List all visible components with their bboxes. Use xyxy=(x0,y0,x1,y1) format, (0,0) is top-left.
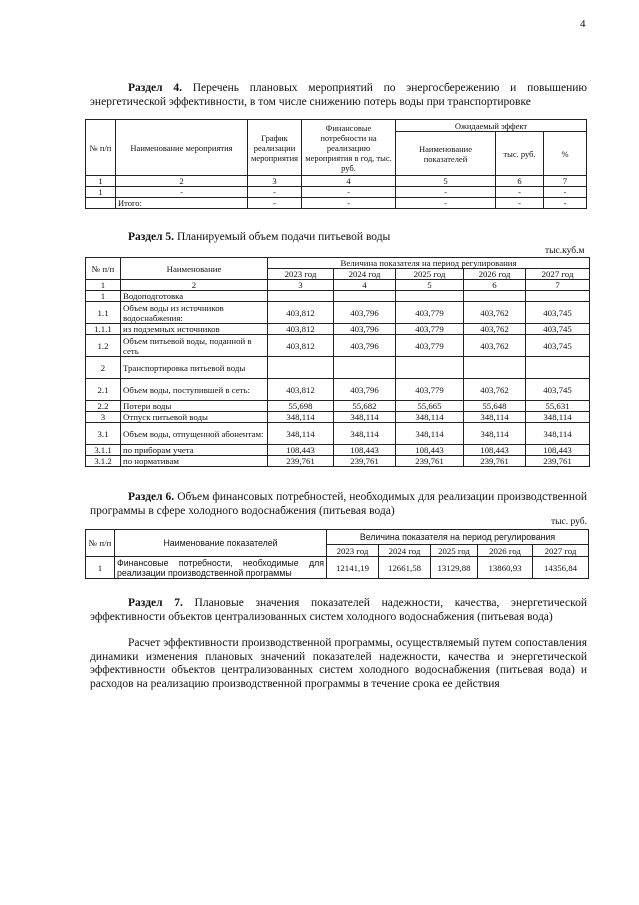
row-name: Объем воды из источников водоснабжения: xyxy=(121,302,268,324)
table-row xyxy=(86,412,590,423)
table-cell: 55,665 xyxy=(396,401,464,412)
table-total-row xyxy=(86,198,587,209)
row-name: Объем питьевой воды, поданной в сеть xyxy=(121,335,268,357)
table-cell: 348,114 xyxy=(334,412,396,423)
row-name: Объем воды, поступившей в сеть: xyxy=(121,379,268,401)
table-cell: 403,745 xyxy=(526,379,590,401)
table-row xyxy=(86,401,590,412)
col-header-indicator: Наименование показателей xyxy=(396,132,496,176)
row-number: 1 xyxy=(86,187,116,198)
table-cell: 348,114 xyxy=(396,412,464,423)
table-cell: 403,812 xyxy=(268,324,334,335)
section-5-title: Планируемый объем подачи питьевой воды xyxy=(176,231,391,243)
row-number: 3.1.1 xyxy=(86,445,121,456)
index-cell: 6 xyxy=(496,176,544,187)
table-cell: - xyxy=(116,187,248,198)
section-6-unit: тыс. руб. xyxy=(551,517,587,527)
table-cell: 12661,58 xyxy=(379,557,431,579)
year-header: 2023 год xyxy=(327,545,379,557)
table-cell: 403,779 xyxy=(396,335,464,357)
table-cell xyxy=(526,357,590,379)
table-cell: - xyxy=(544,187,587,198)
table-cell xyxy=(268,357,334,379)
table-cell: 403,762 xyxy=(464,324,526,335)
index-cell: 1 xyxy=(86,280,121,291)
table-cell xyxy=(396,291,464,302)
table-cell: - xyxy=(496,198,544,209)
year-header: 2025 год xyxy=(431,545,478,557)
section-5-heading xyxy=(128,231,568,245)
index-cell: 1 xyxy=(86,176,116,187)
table-cell: 108,443 xyxy=(464,445,526,456)
table-cell xyxy=(464,291,526,302)
section-6-table xyxy=(85,529,589,579)
table-cell: 348,114 xyxy=(334,423,396,445)
year-header: 2027 год xyxy=(526,269,590,280)
table-cell: 55,631 xyxy=(526,401,590,412)
row-name: по приборам учета xyxy=(121,445,268,456)
table-cell: 108,443 xyxy=(268,445,334,456)
table-cell: 403,745 xyxy=(526,324,590,335)
row-name: Объем воды, отпущенной абонентам: xyxy=(121,423,268,445)
table-row xyxy=(86,291,590,302)
table-cell xyxy=(396,357,464,379)
table-cell: 348,114 xyxy=(396,423,464,445)
table-row xyxy=(86,379,590,401)
table-cell: - xyxy=(396,187,496,198)
col-header-percent: % xyxy=(544,132,587,176)
row-number: 2 xyxy=(86,357,121,379)
table-cell: 13129,88 xyxy=(431,557,478,579)
table-cell: 348,114 xyxy=(464,412,526,423)
table-cell: 55,698 xyxy=(268,401,334,412)
table-cell: 239,761 xyxy=(396,456,464,467)
section-6-heading xyxy=(90,491,587,518)
row-name: Водоподготовка xyxy=(121,291,268,302)
row-name: из подземных источников xyxy=(121,324,268,335)
year-header: 2024 год xyxy=(379,545,431,557)
year-header: 2024 год xyxy=(334,269,396,280)
col-header-name: Наименование xyxy=(121,258,268,280)
row-name: Потери воды xyxy=(121,401,268,412)
table-cell: 55,682 xyxy=(334,401,396,412)
index-cell: 3 xyxy=(268,280,334,291)
row-number: 1 xyxy=(86,291,121,302)
table-cell: 403,762 xyxy=(464,335,526,357)
table-cell: - xyxy=(302,187,396,198)
table-row xyxy=(86,423,590,445)
table-cell: 348,114 xyxy=(268,423,334,445)
table-cell: 403,796 xyxy=(334,379,396,401)
year-header: 2026 год xyxy=(478,545,533,557)
table-cell: - xyxy=(396,198,496,209)
row-number: 3.1.2 xyxy=(86,456,121,467)
table-cell xyxy=(334,291,396,302)
table-cell: 239,761 xyxy=(334,456,396,467)
section-7-heading xyxy=(90,597,587,624)
year-header: 2023 год xyxy=(268,269,334,280)
table-cell xyxy=(334,357,396,379)
section-5-unit: тыс.куб.м xyxy=(545,246,585,256)
index-cell: 4 xyxy=(334,280,396,291)
index-cell: 7 xyxy=(526,280,590,291)
table-cell: 108,443 xyxy=(526,445,590,456)
total-label: Итого: xyxy=(116,198,248,209)
table-cell: 239,761 xyxy=(268,456,334,467)
table-row xyxy=(86,187,587,198)
row-number: 3.1 xyxy=(86,423,121,445)
section-4-label: Раздел 4. xyxy=(128,82,182,94)
index-cell: 2 xyxy=(116,176,248,187)
section-7-title: Плановые значения показателей надежности, качества, энергетической эффективности объектов централизованных систем холодного водоснабжения (питьевая вода) xyxy=(90,597,588,623)
table-cell: - xyxy=(496,187,544,198)
table-row xyxy=(86,302,590,324)
year-header: 2026 год xyxy=(464,269,526,280)
index-cell: 6 xyxy=(464,280,526,291)
table-index-row xyxy=(86,280,590,291)
section-7-paragraph: Расчет эффективности производственной программы, осуществляемый путем сопоставления динамики изменения плановых значений показателей надежности, качества и энергетической эффективности объектов централизованных систем холодного водоснабжения (питьевая вода) и расходов на реализацию производственной программы в течение срока ее действия xyxy=(90,637,587,690)
section-4-table xyxy=(85,119,587,209)
section-6-title: Объем финансовых потребностей, необходимых для реализации производственной программы в сфере холодного водоснабжения (питьевая вода) xyxy=(90,491,587,517)
col-header-name: Наименование показателей xyxy=(115,530,327,557)
table-cell: 348,114 xyxy=(268,412,334,423)
section-4-title: Перечень плановых мероприятий по энергосбережению и повышению энергетической эффективности, в том числе снижению потерь воды при транспортировке xyxy=(90,82,588,108)
table-cell: 55,648 xyxy=(464,401,526,412)
table-cell xyxy=(268,291,334,302)
table-cell xyxy=(526,291,590,302)
table-cell: 403,812 xyxy=(268,302,334,324)
table-index-row xyxy=(86,176,587,187)
col-header-financing: Финансовые потребности на реализацию мероприятия в год, тыс. руб. xyxy=(302,120,396,176)
table-cell xyxy=(464,357,526,379)
table-cell: 403,796 xyxy=(334,302,396,324)
table-cell: 239,761 xyxy=(526,456,590,467)
index-cell: 4 xyxy=(302,176,396,187)
year-header: 2027 год xyxy=(533,545,589,557)
year-header: 2025 год xyxy=(396,269,464,280)
section-7-label: Раздел 7. xyxy=(128,597,183,609)
table-cell: 108,443 xyxy=(396,445,464,456)
table-cell: - xyxy=(302,198,396,209)
row-name: Финансовые потребности, необходимые для реализации производственной программы xyxy=(115,557,327,579)
col-header-schedule: График реализации мероприятия xyxy=(248,120,302,176)
index-cell: 2 xyxy=(121,280,268,291)
table-cell: 403,762 xyxy=(464,379,526,401)
row-number: 2.1 xyxy=(86,379,121,401)
section-4-heading xyxy=(90,82,587,109)
row-number: 3 xyxy=(86,412,121,423)
table-cell: 403,745 xyxy=(526,335,590,357)
index-cell: 5 xyxy=(396,176,496,187)
index-cell: 3 xyxy=(248,176,302,187)
table-cell: - xyxy=(248,187,302,198)
col-header-name: Наименование мероприятия xyxy=(116,120,248,176)
section-5-rows xyxy=(86,291,590,467)
col-header-period: Величина показателя на период регулирования xyxy=(268,258,590,269)
col-header-expected-effect: Ожидаемый эффект xyxy=(396,120,587,132)
table-cell: 403,779 xyxy=(396,379,464,401)
table-cell: 403,796 xyxy=(334,324,396,335)
row-name: Транспортировка питьевой воды xyxy=(121,357,268,379)
index-cell: 5 xyxy=(396,280,464,291)
table-cell: - xyxy=(248,198,302,209)
section-5-table xyxy=(85,257,590,467)
table-row xyxy=(86,456,590,467)
row-name: Отпуск питьевой воды xyxy=(121,412,268,423)
table-row xyxy=(86,557,589,579)
table-cell: 403,779 xyxy=(396,324,464,335)
table-cell xyxy=(86,198,116,209)
table-cell: 403,812 xyxy=(268,335,334,357)
table-cell: 348,114 xyxy=(526,412,590,423)
section-6-label: Раздел 6. xyxy=(128,491,175,503)
table-cell: 348,114 xyxy=(526,423,590,445)
table-row xyxy=(86,445,590,456)
table-cell: 403,762 xyxy=(464,302,526,324)
row-number: 1 xyxy=(86,557,115,579)
col-header-period: Величина показателя на период регулирования xyxy=(327,530,589,545)
table-cell: 348,114 xyxy=(464,423,526,445)
row-number: 1.1.1 xyxy=(86,324,121,335)
table-cell: 13860,93 xyxy=(478,557,533,579)
table-row xyxy=(86,357,590,379)
table-cell: 108,443 xyxy=(334,445,396,456)
col-header-num: № п/п xyxy=(86,258,121,280)
table-cell: 403,745 xyxy=(526,302,590,324)
table-cell: 403,796 xyxy=(334,335,396,357)
col-header-num: № п/п xyxy=(86,120,116,176)
page-number: 4 xyxy=(580,18,586,30)
col-header-num: № п/п xyxy=(86,530,115,557)
index-cell: 7 xyxy=(544,176,587,187)
table-row xyxy=(86,335,590,357)
table-cell: 403,812 xyxy=(268,379,334,401)
table-cell: 239,761 xyxy=(464,456,526,467)
table-cell: 14356,84 xyxy=(533,557,589,579)
row-number: 1.1 xyxy=(86,302,121,324)
table-cell: 403,779 xyxy=(396,302,464,324)
table-cell: - xyxy=(544,198,587,209)
row-number: 1.2 xyxy=(86,335,121,357)
table-row xyxy=(86,324,590,335)
section-5-label: Раздел 5. xyxy=(128,231,175,243)
row-name: по нормативам xyxy=(121,456,268,467)
row-number: 2.2 xyxy=(86,401,121,412)
col-header-rub: тыс. руб. xyxy=(496,132,544,176)
table-cell: 12141,19 xyxy=(327,557,379,579)
